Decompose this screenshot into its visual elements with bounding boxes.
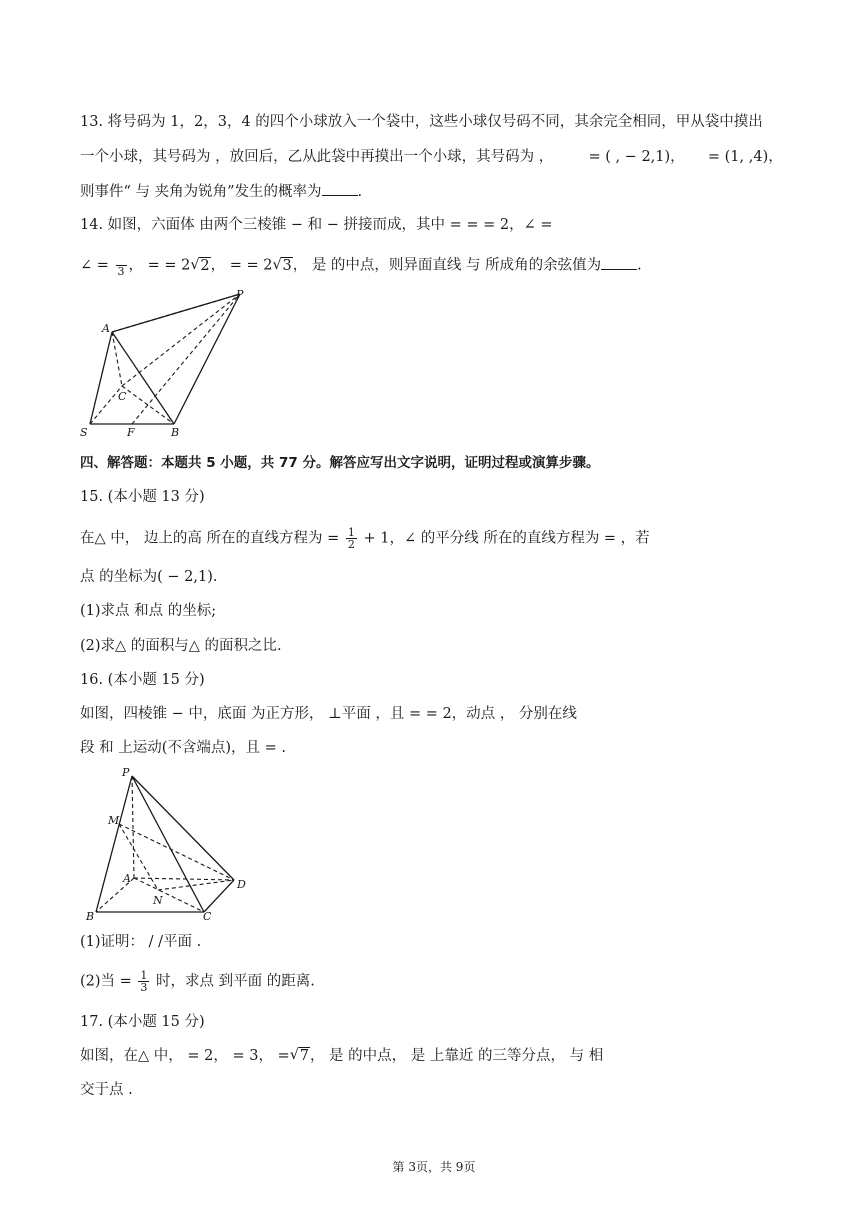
q14-sqrt-2-rad: 2	[200, 257, 210, 274]
label-f: F	[127, 426, 135, 439]
q14-sqrt-2	[190, 256, 210, 276]
label-b: B	[171, 426, 180, 439]
q15-head: 15. (本小题 13 分)	[80, 489, 205, 505]
q13-vector-b: = (1, ,4)，	[707, 149, 783, 165]
q16-line2: 段 和 上运动(不含端点)，且 = .	[80, 740, 287, 756]
q16-part1: (1)证明： / /平面 .	[80, 934, 202, 950]
edge-pc	[132, 776, 204, 912]
edge-nd	[158, 880, 234, 890]
q14-sqrt-3	[272, 256, 292, 276]
q16-part2-rest: 时，求点 到平面 的距离.	[156, 973, 315, 990]
q15-fraction	[346, 527, 357, 550]
q13-line2-text: 一个小球，其号码为 ，放回后，乙从此袋中再摸出一个小球，其号码为 ，	[80, 149, 554, 165]
label-c: C	[203, 910, 212, 923]
q17-line1-text: 如图，在△ 中， = 2， = 3， =	[80, 1048, 290, 1064]
q17-head: 17. (本小题 15 分)	[80, 1014, 205, 1030]
edge-cp	[122, 294, 240, 386]
q13-line1: 13. 将号码为 1，2，3，4 的四个小球放入一个袋中，这些小球仅号码不同，其余完全相同，甲从袋中摸出	[80, 114, 763, 130]
q15-part2: (2)求△ 的面积与△ 的面积之比.	[80, 638, 282, 654]
q16-pyramid-figure	[82, 764, 254, 924]
q14-sqrt-3-rad: 3	[282, 257, 292, 274]
q15-line1-text: 在△ 中， 边上的高 所在的直线方程为 =	[80, 530, 340, 547]
q14-len2-text: ， = = 2	[210, 257, 273, 274]
q14-frac-den: 3	[117, 265, 125, 278]
label-m: M	[108, 814, 120, 827]
q17-sqrt-7	[290, 1046, 310, 1066]
q17-line2: 交于点 .	[80, 1082, 133, 1098]
q14-hexahedron-figure	[76, 288, 256, 444]
edge-pb	[174, 294, 240, 424]
q17-sqrt-7-rad: 7	[299, 1048, 309, 1064]
q15-frac-den: 2	[347, 538, 355, 551]
q16-head: 16. (本小题 15 分)	[80, 672, 205, 688]
q14-line2	[80, 254, 642, 277]
q14-len1-text: ， = = 2	[128, 257, 191, 274]
section-4-heading: 四、解答题：本题共 5 小题，共 77 分。解答应写出文字说明，证明过程或演算步骤。	[80, 455, 600, 471]
q16-frac-num: 1	[140, 969, 148, 982]
label-s: S	[80, 426, 88, 439]
edge-fp	[132, 294, 240, 424]
label-p: P	[236, 288, 244, 301]
q14-line2-end: .	[637, 257, 642, 274]
q13-line3-end: .	[357, 184, 363, 200]
edge-pb	[96, 776, 132, 912]
label-b: B	[86, 910, 95, 923]
q14-angle-text: ∠ =	[80, 257, 109, 274]
q13-line2	[80, 147, 783, 167]
q14-fraction	[116, 254, 127, 277]
q16-part2-text: (2)当 =	[80, 973, 132, 990]
q16-fraction	[138, 970, 149, 993]
label-p: P	[122, 766, 130, 779]
q16-part2	[80, 970, 315, 993]
q16-frac-den: 3	[140, 981, 148, 994]
edge-ac	[134, 878, 204, 912]
edge-pd	[132, 776, 234, 880]
q15-line2: 点 的坐标为( − 2,1).	[80, 569, 218, 585]
page-footer: 第 3页，共 9页	[392, 1160, 476, 1174]
q13-answer-blank	[322, 183, 358, 196]
label-d: D	[237, 878, 246, 891]
q17-line1-rest: ， 是 的中点， 是 上靠近 的三等分点， 与 相	[309, 1048, 604, 1064]
q16-line1: 如图，四棱锥 − 中，底面 为正方形， ⊥平面 ，且 = = 2，动点 ， 分别在线	[80, 706, 577, 722]
q13-vector-a: = ( , − 2,1)，	[588, 149, 685, 165]
label-n: N	[153, 894, 163, 907]
q13-line3-text: 则事件“ 与 夹角为锐角”发生的概率为	[80, 184, 322, 200]
q15-line1-rest: + 1，∠ 的平分线 所在的直线方程为 = ，若	[363, 530, 650, 547]
q14-line1: 14. 如图，六面体 由两个三棱锥 − 和 − 拼接而成，其中 = = = 2，∠ =	[80, 217, 553, 233]
q15-line1	[80, 527, 650, 550]
q17-line1	[80, 1046, 603, 1066]
q15-frac-num: 1	[347, 526, 355, 539]
edge-md	[119, 824, 234, 880]
edge-pa	[132, 776, 134, 878]
label-a: A	[123, 872, 131, 885]
q13-line3	[80, 182, 362, 202]
label-a: A	[102, 322, 110, 335]
edge-ad	[134, 878, 234, 880]
q14-answer-blank	[601, 257, 637, 270]
label-c: C	[118, 390, 127, 403]
q14-line2-rest: ， 是 的中点，则异面直线 与 所成角的余弦值为	[292, 257, 602, 274]
q15-part1: (1)求点 和点 的坐标;	[80, 603, 217, 619]
edge-cd	[204, 880, 234, 912]
